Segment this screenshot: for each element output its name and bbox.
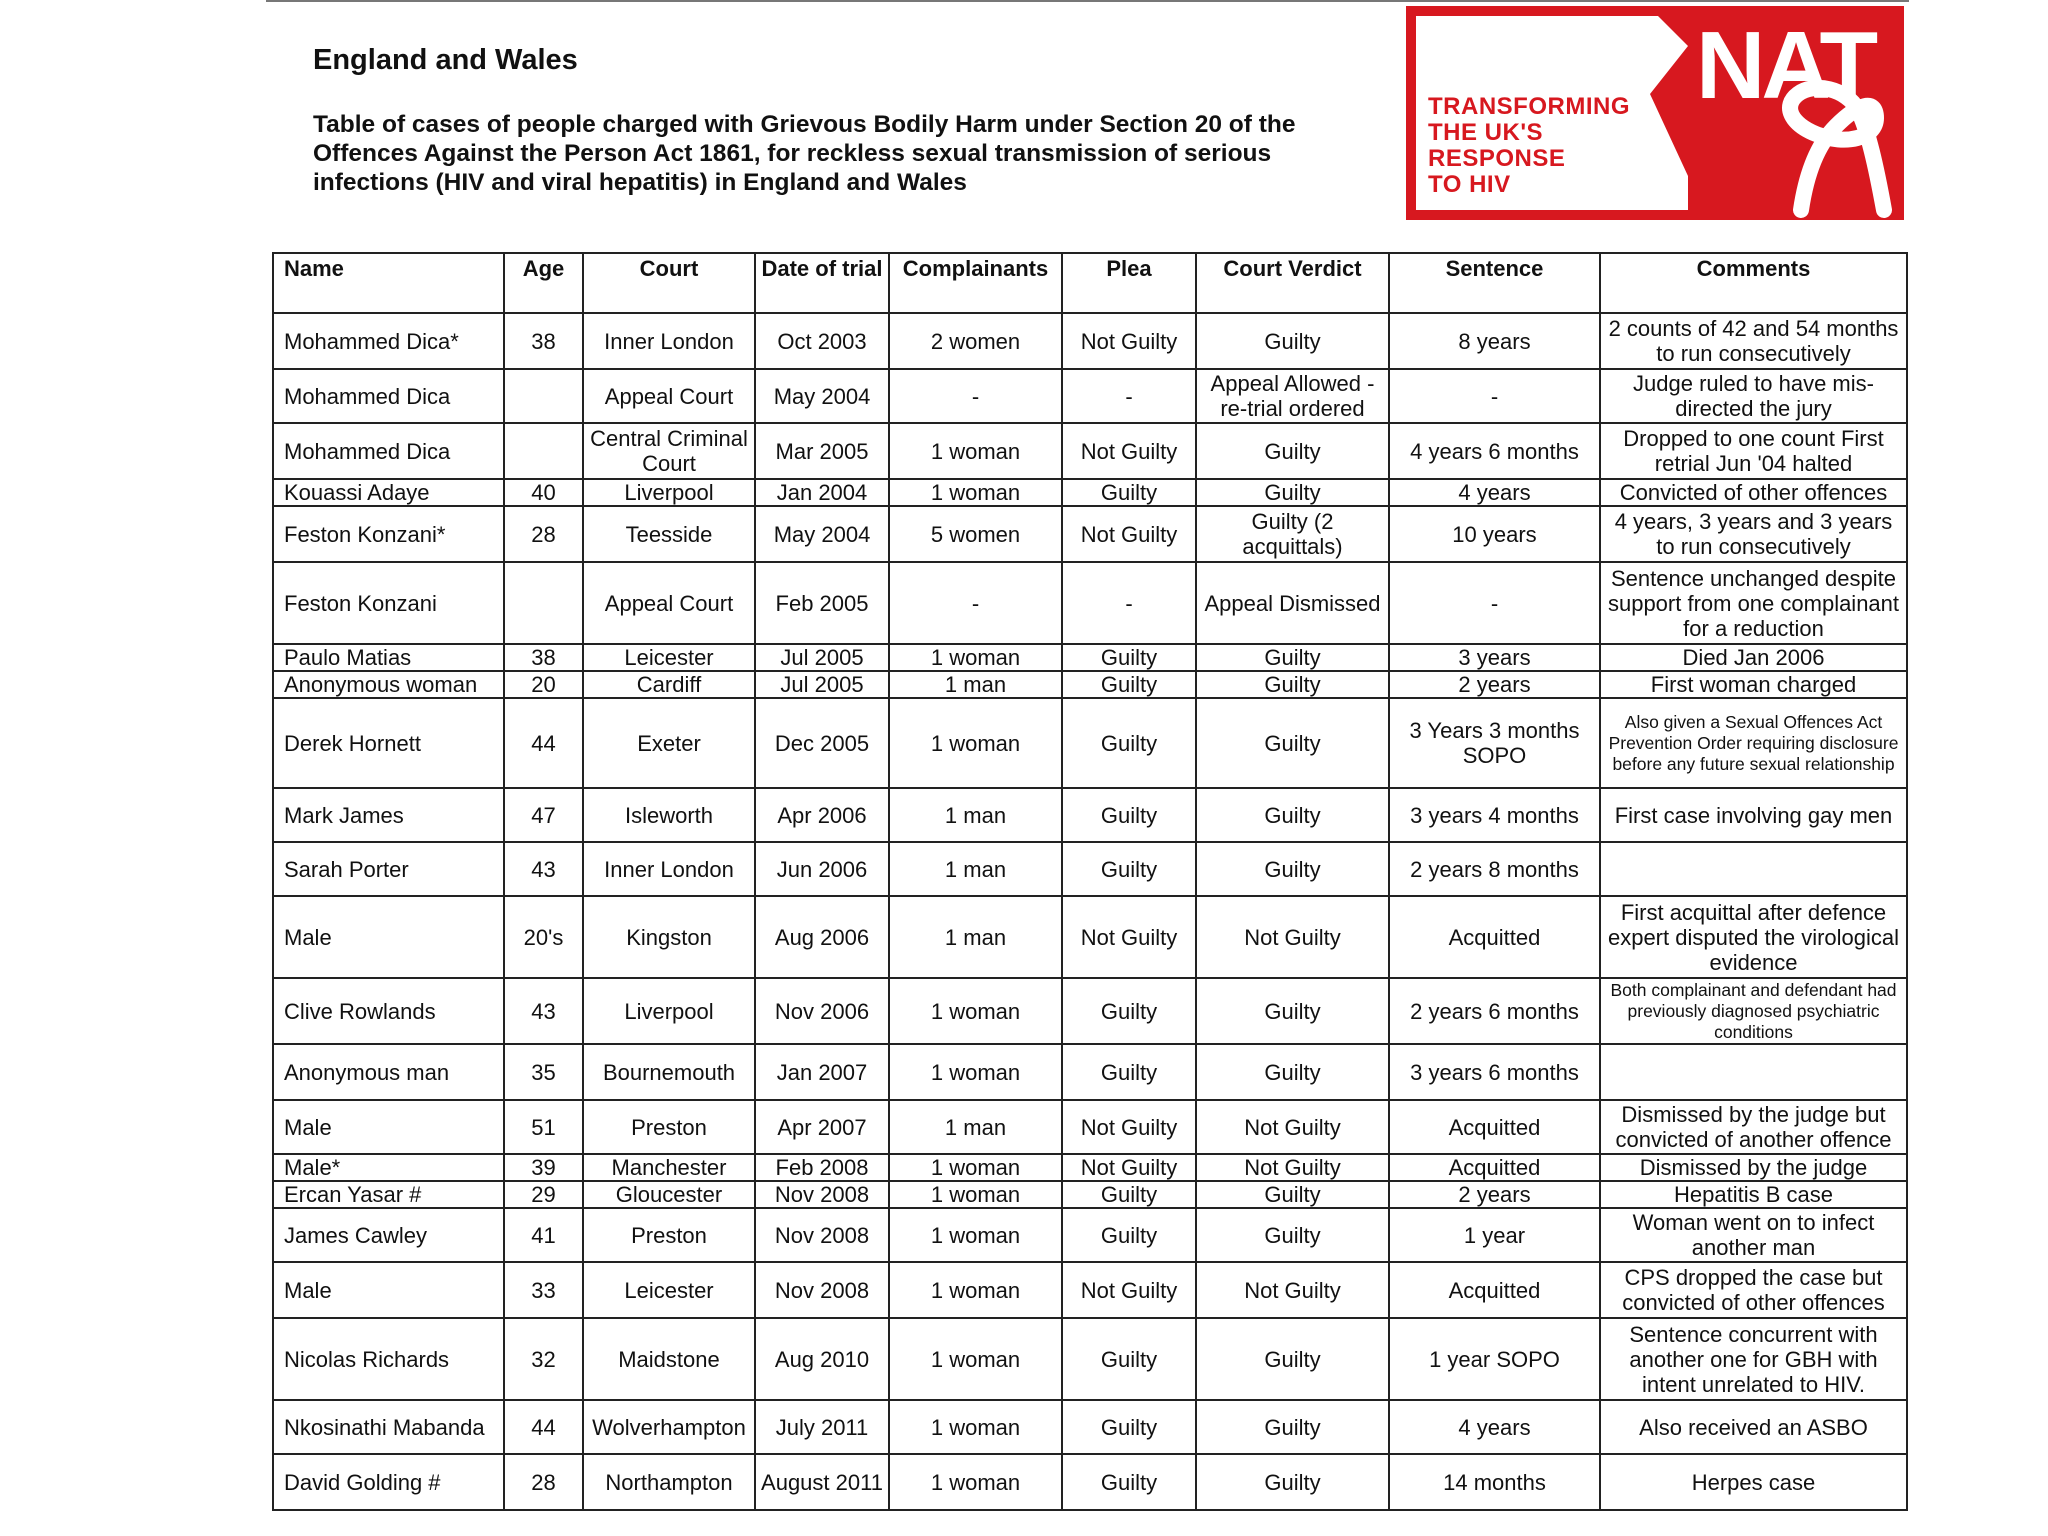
- cell-age: 40: [504, 479, 583, 506]
- col-header-name: Name: [273, 253, 504, 313]
- cell-sentence: 4 years: [1389, 479, 1600, 506]
- cell-comments: CPS dropped the case but convicted of other offences: [1600, 1262, 1907, 1318]
- cell-comments: First acquittal after defence expert disputed the virological evidence: [1600, 896, 1907, 978]
- cell-sentence: 2 years: [1389, 1181, 1600, 1208]
- col-header-date: Date of trial: [755, 253, 889, 313]
- cell-name: Male: [273, 1100, 504, 1154]
- cell-complainants: 1 woman: [889, 1262, 1062, 1318]
- table-row: [273, 842, 1907, 896]
- cell-date: Apr 2007: [755, 1100, 889, 1154]
- table-row: [273, 671, 1907, 698]
- cell-sentence: 8 years: [1389, 313, 1600, 369]
- cell-age: 44: [504, 698, 583, 788]
- cell-plea: -: [1062, 562, 1196, 644]
- cell-verdict: Not Guilty: [1196, 1262, 1389, 1318]
- table-row: [273, 369, 1907, 423]
- cell-comments: [1600, 842, 1907, 896]
- cell-plea: Guilty: [1062, 1454, 1196, 1510]
- table-row: [273, 562, 1907, 644]
- cell-comments: Hepatitis B case: [1600, 1181, 1907, 1208]
- cell-date: August 2011: [755, 1454, 889, 1510]
- cell-comments: First case involving gay men: [1600, 788, 1907, 842]
- cell-verdict: Not Guilty: [1196, 1154, 1389, 1181]
- cell-court: Preston: [583, 1100, 755, 1154]
- cell-name: Sarah Porter: [273, 842, 504, 896]
- cell-complainants: 1 man: [889, 842, 1062, 896]
- cell-comments: Woman went on to infect another man: [1600, 1208, 1907, 1262]
- cell-complainants: 1 man: [889, 1100, 1062, 1154]
- cell-court: Appeal Court: [583, 562, 755, 644]
- cell-verdict: Guilty: [1196, 313, 1389, 369]
- cell-complainants: 1 woman: [889, 1318, 1062, 1400]
- cell-date: Jul 2005: [755, 671, 889, 698]
- cell-date: Mar 2005: [755, 423, 889, 479]
- cell-plea: Guilty: [1062, 1044, 1196, 1100]
- cell-name: Male: [273, 896, 504, 978]
- cell-comments: [1600, 1044, 1907, 1100]
- cell-date: Jun 2006: [755, 842, 889, 896]
- cell-sentence: Acquitted: [1389, 1262, 1600, 1318]
- cell-comments: Dismissed by the judge: [1600, 1154, 1907, 1181]
- cell-age: 29: [504, 1181, 583, 1208]
- cell-date: Aug 2010: [755, 1318, 889, 1400]
- cell-comments: Died Jan 2006: [1600, 644, 1907, 671]
- cell-date: Aug 2006: [755, 896, 889, 978]
- cell-verdict: Guilty: [1196, 671, 1389, 698]
- cell-name: Feston Konzani: [273, 562, 504, 644]
- cell-name: Kouassi Adaye: [273, 479, 504, 506]
- cell-verdict: Guilty: [1196, 1454, 1389, 1510]
- cell-name: Male*: [273, 1154, 504, 1181]
- cell-court: Inner London: [583, 842, 755, 896]
- cell-date: Dec 2005: [755, 698, 889, 788]
- cell-comments: Dismissed by the judge but convicted of another offence: [1600, 1100, 1907, 1154]
- cell-name: James Cawley: [273, 1208, 504, 1262]
- cell-sentence: Acquitted: [1389, 1154, 1600, 1181]
- cell-complainants: 1 woman: [889, 1208, 1062, 1262]
- cell-court: Liverpool: [583, 479, 755, 506]
- table-row: [273, 698, 1907, 788]
- table-row: [273, 1181, 1907, 1208]
- cell-sentence: 3 Years 3 months SOPO: [1389, 698, 1600, 788]
- cell-date: Jul 2005: [755, 644, 889, 671]
- cell-comments: 2 counts of 42 and 54 months to run consecutively: [1600, 313, 1907, 369]
- cell-complainants: 1 man: [889, 896, 1062, 978]
- cell-court: Leicester: [583, 1262, 755, 1318]
- cell-plea: Not Guilty: [1062, 896, 1196, 978]
- cell-name: Anonymous man: [273, 1044, 504, 1100]
- cell-date: Nov 2008: [755, 1262, 889, 1318]
- cell-court: Gloucester: [583, 1181, 755, 1208]
- cell-plea: Guilty: [1062, 671, 1196, 698]
- cell-verdict: Guilty: [1196, 1208, 1389, 1262]
- cell-court: Inner London: [583, 313, 755, 369]
- cell-age: 33: [504, 1262, 583, 1318]
- cell-age: 51: [504, 1100, 583, 1154]
- cell-name: Nicolas Richards: [273, 1318, 504, 1400]
- col-header-complainants: Complainants: [889, 253, 1062, 313]
- cell-verdict: Guilty: [1196, 978, 1389, 1044]
- cell-sentence: Acquitted: [1389, 1100, 1600, 1154]
- cell-complainants: 1 man: [889, 788, 1062, 842]
- cell-court: Isleworth: [583, 788, 755, 842]
- table-row: [273, 1208, 1907, 1262]
- cell-age: 35: [504, 1044, 583, 1100]
- cell-comments: Convicted of other offences: [1600, 479, 1907, 506]
- cell-verdict: Not Guilty: [1196, 1100, 1389, 1154]
- cell-plea: Guilty: [1062, 644, 1196, 671]
- cell-plea: Not Guilty: [1062, 1100, 1196, 1154]
- cell-court: Teesside: [583, 506, 755, 562]
- cell-name: Nkosinathi Mabanda: [273, 1400, 504, 1454]
- cell-verdict: Guilty: [1196, 1400, 1389, 1454]
- cell-age: 38: [504, 644, 583, 671]
- cell-age: [504, 423, 583, 479]
- cell-age: 41: [504, 1208, 583, 1262]
- cell-plea: Guilty: [1062, 1400, 1196, 1454]
- cell-complainants: 1 man: [889, 671, 1062, 698]
- cell-comments: Sentence concurrent with another one for GBH with intent unrelated to HIV.: [1600, 1318, 1907, 1400]
- table-row: [273, 978, 1907, 1044]
- table-row: [273, 1044, 1907, 1100]
- cell-name: Ercan Yasar #: [273, 1181, 504, 1208]
- cell-date: May 2004: [755, 506, 889, 562]
- cell-age: 43: [504, 842, 583, 896]
- cell-complainants: 1 woman: [889, 479, 1062, 506]
- cell-complainants: 1 woman: [889, 698, 1062, 788]
- cell-verdict: Guilty (2 acquittals): [1196, 506, 1389, 562]
- cell-age: [504, 562, 583, 644]
- cell-verdict: Guilty: [1196, 1044, 1389, 1100]
- cell-court: Northampton: [583, 1454, 755, 1510]
- cell-age: 44: [504, 1400, 583, 1454]
- cell-court: Leicester: [583, 644, 755, 671]
- cell-date: Nov 2006: [755, 978, 889, 1044]
- table-row: [273, 788, 1907, 842]
- table-row: [273, 313, 1907, 369]
- page-title: England and Wales: [313, 44, 578, 76]
- cell-sentence: 3 years 6 months: [1389, 1044, 1600, 1100]
- cell-plea: Not Guilty: [1062, 313, 1196, 369]
- cell-complainants: -: [889, 562, 1062, 644]
- col-header-court: Court: [583, 253, 755, 313]
- nat-logo: [1406, 6, 1904, 220]
- cell-sentence: 3 years: [1389, 644, 1600, 671]
- table-row: [273, 1400, 1907, 1454]
- cell-comments: Herpes case: [1600, 1454, 1907, 1510]
- cell-plea: Not Guilty: [1062, 1262, 1196, 1318]
- table-row: [273, 423, 1907, 479]
- cell-date: Jan 2004: [755, 479, 889, 506]
- cell-date: Jan 2007: [755, 1044, 889, 1100]
- cell-verdict: Guilty: [1196, 788, 1389, 842]
- table-header-row: [273, 253, 1907, 313]
- cell-date: Feb 2005: [755, 562, 889, 644]
- cell-name: Mohammed Dica: [273, 369, 504, 423]
- cell-complainants: 1 woman: [889, 1044, 1062, 1100]
- table-row: [273, 1454, 1907, 1510]
- cell-sentence: 2 years 6 months: [1389, 978, 1600, 1044]
- cell-name: Derek Hornett: [273, 698, 504, 788]
- cell-sentence: 2 years 8 months: [1389, 842, 1600, 896]
- cell-sentence: 1 year: [1389, 1208, 1600, 1262]
- cell-verdict: Guilty: [1196, 479, 1389, 506]
- cell-date: Nov 2008: [755, 1208, 889, 1262]
- cell-court: Appeal Court: [583, 369, 755, 423]
- cell-comments: Also given a Sexual Offences Act Prevention Order requiring disclosure before any future sexual relationship: [1600, 698, 1907, 788]
- cell-age: 20's: [504, 896, 583, 978]
- table-row: [273, 506, 1907, 562]
- page-subtitle: Table of cases of people charged with Grievous Bodily Harm under Section 20 of the Offences Against the Person Act 1861, for reckless sexual transmission of serious infections (HIV and viral hepatitis) in England and Wales: [313, 111, 1296, 196]
- cell-sentence: 1 year SOPO: [1389, 1318, 1600, 1400]
- cell-age: 39: [504, 1154, 583, 1181]
- cell-comments: Both complainant and defendant had previously diagnosed psychiatric conditions: [1600, 978, 1907, 1044]
- cell-court: Liverpool: [583, 978, 755, 1044]
- cell-name: Mark James: [273, 788, 504, 842]
- cell-age: 20: [504, 671, 583, 698]
- cell-name: Paulo Matias: [273, 644, 504, 671]
- cell-plea: Not Guilty: [1062, 506, 1196, 562]
- cell-complainants: 1 woman: [889, 978, 1062, 1044]
- logo-tagline: TRANSFORMING THE UK'S RESPONSE TO HIV: [1428, 93, 1630, 198]
- cell-court: Exeter: [583, 698, 755, 788]
- cell-complainants: 1 woman: [889, 1154, 1062, 1181]
- cell-name: Feston Konzani*: [273, 506, 504, 562]
- cell-verdict: Guilty: [1196, 1181, 1389, 1208]
- cell-name: Anonymous woman: [273, 671, 504, 698]
- cell-sentence: 14 months: [1389, 1454, 1600, 1510]
- cell-court: Kingston: [583, 896, 755, 978]
- col-header-comments: Comments: [1600, 253, 1907, 313]
- cell-sentence: 10 years: [1389, 506, 1600, 562]
- cell-plea: Guilty: [1062, 978, 1196, 1044]
- cell-sentence: Acquitted: [1389, 896, 1600, 978]
- table-row: [273, 1154, 1907, 1181]
- cell-name: Clive Rowlands: [273, 978, 504, 1044]
- cell-plea: Guilty: [1062, 1181, 1196, 1208]
- cell-plea: Not Guilty: [1062, 423, 1196, 479]
- cell-verdict: Guilty: [1196, 423, 1389, 479]
- cell-court: Cardiff: [583, 671, 755, 698]
- cell-complainants: 1 woman: [889, 644, 1062, 671]
- cell-sentence: -: [1389, 369, 1600, 423]
- cell-age: 47: [504, 788, 583, 842]
- cases-table: [272, 252, 1908, 1511]
- cell-age: 28: [504, 1454, 583, 1510]
- table-body: [273, 313, 1907, 1510]
- cell-plea: Not Guilty: [1062, 1154, 1196, 1181]
- table-row: [273, 1262, 1907, 1318]
- table-row: [273, 644, 1907, 671]
- cell-sentence: -: [1389, 562, 1600, 644]
- logo-wordmark: NAT: [1696, 12, 1875, 119]
- cell-comments: 4 years, 3 years and 3 years to run consecutively: [1600, 506, 1907, 562]
- cell-complainants: 2 women: [889, 313, 1062, 369]
- cell-date: Oct 2003: [755, 313, 889, 369]
- cell-sentence: 4 years 6 months: [1389, 423, 1600, 479]
- cell-date: July 2011: [755, 1400, 889, 1454]
- cell-plea: Guilty: [1062, 788, 1196, 842]
- cell-court: Central Criminal Court: [583, 423, 755, 479]
- cell-plea: Guilty: [1062, 479, 1196, 506]
- cell-sentence: 2 years: [1389, 671, 1600, 698]
- cell-verdict: Guilty: [1196, 698, 1389, 788]
- cell-plea: -: [1062, 369, 1196, 423]
- cell-court: Wolverhampton: [583, 1400, 755, 1454]
- cell-plea: Guilty: [1062, 842, 1196, 896]
- cell-name: Mohammed Dica*: [273, 313, 504, 369]
- cell-court: Maidstone: [583, 1318, 755, 1400]
- cell-age: 28: [504, 506, 583, 562]
- cell-comments: Dropped to one count First retrial Jun '04 halted: [1600, 423, 1907, 479]
- cell-name: David Golding #: [273, 1454, 504, 1510]
- cell-verdict: Guilty: [1196, 842, 1389, 896]
- cell-name: Male: [273, 1262, 504, 1318]
- cell-plea: Guilty: [1062, 698, 1196, 788]
- cell-verdict: Appeal Allowed - re-trial ordered: [1196, 369, 1389, 423]
- table-row: [273, 896, 1907, 978]
- cell-court: Bournemouth: [583, 1044, 755, 1100]
- cell-complainants: 1 woman: [889, 1400, 1062, 1454]
- cell-verdict: Appeal Dismissed: [1196, 562, 1389, 644]
- cell-complainants: 1 woman: [889, 1454, 1062, 1510]
- cell-comments: Also received an ASBO: [1600, 1400, 1907, 1454]
- col-header-verdict: Court Verdict: [1196, 253, 1389, 313]
- cell-court: Manchester: [583, 1154, 755, 1181]
- table-row: [273, 1318, 1907, 1400]
- cell-age: 43: [504, 978, 583, 1044]
- cell-age: 32: [504, 1318, 583, 1400]
- cell-comments: Sentence unchanged despite support from one complainant for a reduction: [1600, 562, 1907, 644]
- table-row: [273, 479, 1907, 506]
- cell-complainants: -: [889, 369, 1062, 423]
- col-header-sentence: Sentence: [1389, 253, 1600, 313]
- cell-age: 38: [504, 313, 583, 369]
- col-header-plea: Plea: [1062, 253, 1196, 313]
- cell-date: Nov 2008: [755, 1181, 889, 1208]
- cell-plea: Guilty: [1062, 1208, 1196, 1262]
- cell-verdict: Guilty: [1196, 1318, 1389, 1400]
- cell-age: [504, 369, 583, 423]
- cell-date: Feb 2008: [755, 1154, 889, 1181]
- cell-complainants: 1 woman: [889, 423, 1062, 479]
- cell-sentence: 4 years: [1389, 1400, 1600, 1454]
- col-header-age: Age: [504, 253, 583, 313]
- cell-comments: First woman charged: [1600, 671, 1907, 698]
- table-row: [273, 1100, 1907, 1154]
- cell-complainants: 1 woman: [889, 1181, 1062, 1208]
- top-rule: [266, 0, 1909, 2]
- cell-comments: Judge ruled to have mis-directed the jury: [1600, 369, 1907, 423]
- cell-sentence: 3 years 4 months: [1389, 788, 1600, 842]
- cell-date: May 2004: [755, 369, 889, 423]
- cell-date: Apr 2006: [755, 788, 889, 842]
- cell-verdict: Not Guilty: [1196, 896, 1389, 978]
- cell-name: Mohammed Dica: [273, 423, 504, 479]
- cell-court: Preston: [583, 1208, 755, 1262]
- cell-complainants: 5 women: [889, 506, 1062, 562]
- cell-verdict: Guilty: [1196, 644, 1389, 671]
- cell-plea: Guilty: [1062, 1318, 1196, 1400]
